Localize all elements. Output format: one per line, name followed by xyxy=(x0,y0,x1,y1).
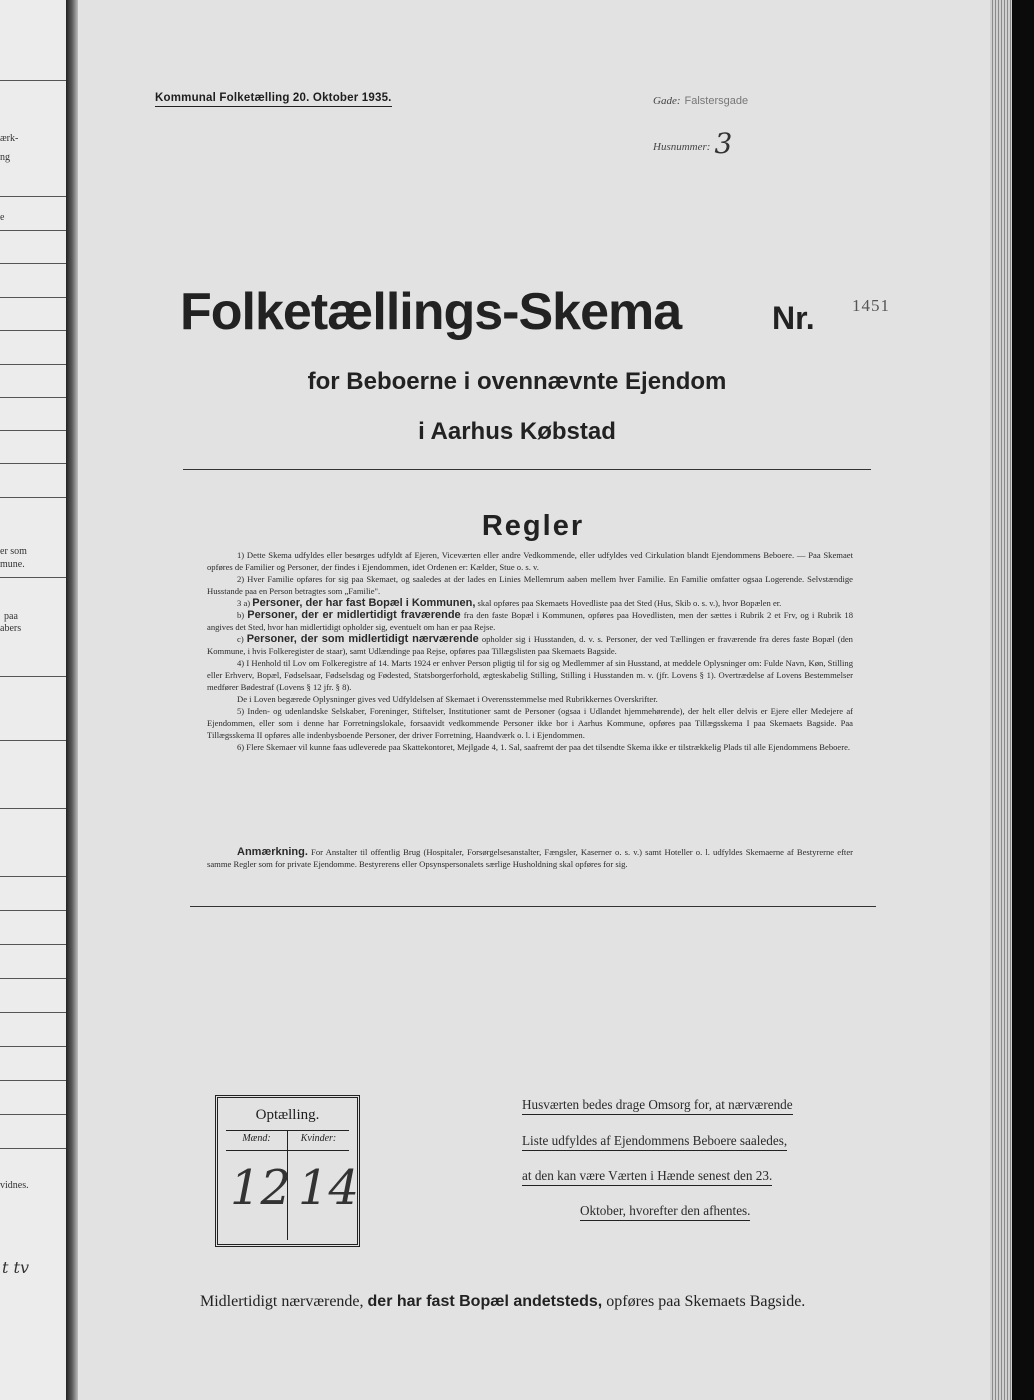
left-page-rule xyxy=(0,944,66,945)
men-label: Mænd: xyxy=(242,1133,271,1144)
rule-3c xyxy=(207,633,853,657)
left-page-fragment: paa xyxy=(4,611,18,622)
left-page-fragment: mune. xyxy=(0,559,25,570)
footer-bold: der har fast Bopæl andetsteds, xyxy=(367,1293,603,1310)
left-page-rule xyxy=(0,364,66,365)
remark-text: For Anstalter til offentlig Brug (Hospitaler, Forsørgelsesanstalter, Fængsler, Kaserner o. s. v.) samt Hoteller o. l. udfyldes Skemaerne af Bestyrerne efter samme Regler som for private Ejendomme. Bestyrerens eller Opsynspersonalets særlige Husholdning skal opføres for sig. xyxy=(207,847,853,869)
rule-3b-number: b) xyxy=(237,610,245,620)
remark-label: Anmærkning. xyxy=(237,846,308,858)
rule-2: 2) Hver Familie opføres for sig paa Skemaet, og saaledes at der lades en Linies Mellemrum aaben mellem hver Familie. En Familie omfatter ogsaa Logerende. Selvstændige Husstande paa en Person betragtes som „Familie". xyxy=(207,574,853,596)
rule-3b xyxy=(207,609,853,633)
left-page-rule xyxy=(0,1114,66,1115)
left-page-rule xyxy=(0,978,66,979)
left-page-rule xyxy=(0,676,66,677)
rule-3a xyxy=(207,597,853,609)
footer-note xyxy=(200,1293,805,1311)
left-page-rule xyxy=(0,1080,66,1081)
remark-paragraph xyxy=(207,846,853,870)
form-title: Folketællings-Skema xyxy=(180,283,682,341)
left-page-rule xyxy=(0,230,66,231)
section-divider xyxy=(190,906,876,907)
left-page-rule xyxy=(0,497,66,498)
rule-3c-number: c) xyxy=(237,634,244,644)
footer-post: opføres paa Skemaets Bagside. xyxy=(606,1293,806,1310)
street-value: Falstersgade xyxy=(684,95,749,107)
book-gutter xyxy=(66,0,78,1400)
landlord-notice-line: at den kan være Værten i Hænde senest den 23. xyxy=(522,1168,772,1186)
rule-3b-text: fra den faste Bopæl i Kommunen, opføres paa Hovedlisten, men der sættes i Rubrik 2 et Frv, og i Rubrik 18 angives det Sted, hvor han midlertidigt opholder sig, eventuelt om han er paa Rejse. xyxy=(207,610,854,632)
rule-3c-heading: Personer, der som midlertidigt nærværende xyxy=(246,633,479,645)
left-page-rule xyxy=(0,463,66,464)
page-edges xyxy=(990,0,1012,1400)
landlord-notice-line: Oktober, hvorefter den afhentes. xyxy=(580,1203,750,1221)
left-page-rule xyxy=(0,263,66,264)
footer-pre: Midlertidigt nærværende, xyxy=(200,1293,364,1310)
rule-3a-text: skal opføres paa Skemaets Hovedliste paa det Sted (Hus, Skib o. s. v.), hvor Bopælen er. xyxy=(477,598,782,608)
left-page-handwriting: t tv xyxy=(2,1258,29,1277)
left-page-rule xyxy=(0,740,66,741)
rules-heading: Regler xyxy=(481,510,585,542)
rule-3a-heading: Personer, der har fast Bopæl i Kommunen, xyxy=(252,597,476,609)
house-number-value: 3 xyxy=(714,127,733,160)
left-page-fragment: er som xyxy=(0,546,27,557)
left-page-rule xyxy=(0,196,66,197)
left-page-rule xyxy=(0,330,66,331)
form-number-label: Nr. xyxy=(772,300,815,336)
rule-4b: De i Loven begærede Oplysninger gives ved Udfyldelsen af Skemaet i Overensstemmelse med Rubrikkernes Overskrifter. xyxy=(237,694,658,704)
street-label: Gade: xyxy=(653,95,681,107)
left-page-rule xyxy=(0,397,66,398)
left-page-fragment: abers xyxy=(0,623,22,634)
left-page-fragment: ærk- xyxy=(0,133,19,144)
rule-3a-number: 3 a) xyxy=(237,598,251,608)
left-page-rule xyxy=(0,1046,66,1047)
left-page-rule xyxy=(0,1012,66,1013)
section-divider xyxy=(183,469,871,470)
rule-1: 1) Dette Skema udfyldes eller besørges udfyldt af Ejeren, Viceværten eller andre Vedkommende, eller udfyldes ved Cirkulation blandt Ejendommens Beboere. — Paa Skemaet opføres de Familier og Personer, der findes i Ejendommen, idet Ordenen er: Kælder, Stue o. s. v. xyxy=(207,550,853,572)
women-count: 14 xyxy=(298,1160,360,1216)
left-facing-page xyxy=(0,0,66,1400)
left-page-rule xyxy=(0,808,66,809)
count-box-title: Optælling. xyxy=(255,1107,320,1123)
form-subtitle: for Beboerne i ovennævnte Ejendom xyxy=(307,368,727,395)
left-page-fragment: vidnes. xyxy=(0,1180,29,1191)
landlord-notice-line: Liste udfyldes af Ejendommens Beboere saaledes, xyxy=(522,1133,787,1151)
left-page-rule xyxy=(0,910,66,911)
house-number-field xyxy=(653,124,733,160)
men-count: 12 xyxy=(230,1160,292,1216)
form-city: i Aarhus Købstad xyxy=(418,418,616,445)
form-number-value: 1451 xyxy=(852,296,890,315)
rule-3b-heading: Personer, der er midlertidigt fraværende xyxy=(247,609,461,621)
rule-4: 4) I Henhold til Lov om Folkeregistre af 14. Marts 1924 er enhver Person pligtig til for sig og Medlemmer af sin Husstand, at meddele Oplysninger om: Fulde Navn, Køn, Stilling eller Erhverv, Bopæl, Fødselsaar, Fødselsdag og Fødested, Statsborgerforhold, ægteskabelig Stilling, Stilling i Husstanden m. v. (jfr. Lovens § 1). Overtrædelse af Lovens Bestemmelser medfører Bødestraf (Lovens § 12 jfr. § 8). xyxy=(207,658,853,692)
left-page-fragment: ng xyxy=(0,152,10,163)
left-page-fragment: e xyxy=(0,212,5,223)
binding-spine xyxy=(1012,0,1034,1400)
landlord-notice-line: Husværten bedes drage Omsorg for, at nærværende xyxy=(522,1097,793,1115)
left-page-rule xyxy=(0,80,66,81)
left-page-rule xyxy=(0,297,66,298)
left-page-rule xyxy=(0,876,66,877)
census-header: Kommunal Folketælling 20. Oktober 1935. xyxy=(155,92,392,107)
left-page-rule xyxy=(0,577,66,578)
street-field xyxy=(653,91,748,109)
left-page-rule xyxy=(0,1148,66,1149)
rule-3c-text: opholder sig i Husstanden, d. v. s. Personer, der ved Tællingen er fraværende fra deres faste Bopæl (den Kommune, i hvis Folkeregister de staar), samt Udlændinge paa Rejse, opføres paa Tillægslisten paa Skemaets Bagside. xyxy=(207,634,853,656)
rule-5: 5) Inden- og udenlandske Selskaber, Foreninger, Stiftelser, Institutioner samt de Personer (ogsaa i Udlandet hjemmehørende), der helt eller delvis er Ejere eller Medejere af Ejendommen, eller som i denne har Forretningslokale, forsaavidt vedkommende Personer ikke bor i Aarhus Kommune, opføres paa Tillægsskema I paa Skemaets Bagside. Paa Tillægsskema II opføres alle indenbysboende Personer, der driver Forretning, Haandværk o. l. i Ejendommen. xyxy=(207,706,853,740)
count-box xyxy=(215,1095,360,1247)
rules-text xyxy=(207,549,853,753)
rule-6: 6) Flere Skemaer vil kunne faas udleverede paa Skattekontoret, Mejlgade 4, 1. Sal, saafremt der paa det tilsendte Skema ikke er tilstrækkelig Plads til alle Ejendommens Beboere. xyxy=(237,742,851,752)
women-label: Kvinder: xyxy=(300,1133,337,1144)
house-number-label: Husnummer: xyxy=(653,141,711,153)
